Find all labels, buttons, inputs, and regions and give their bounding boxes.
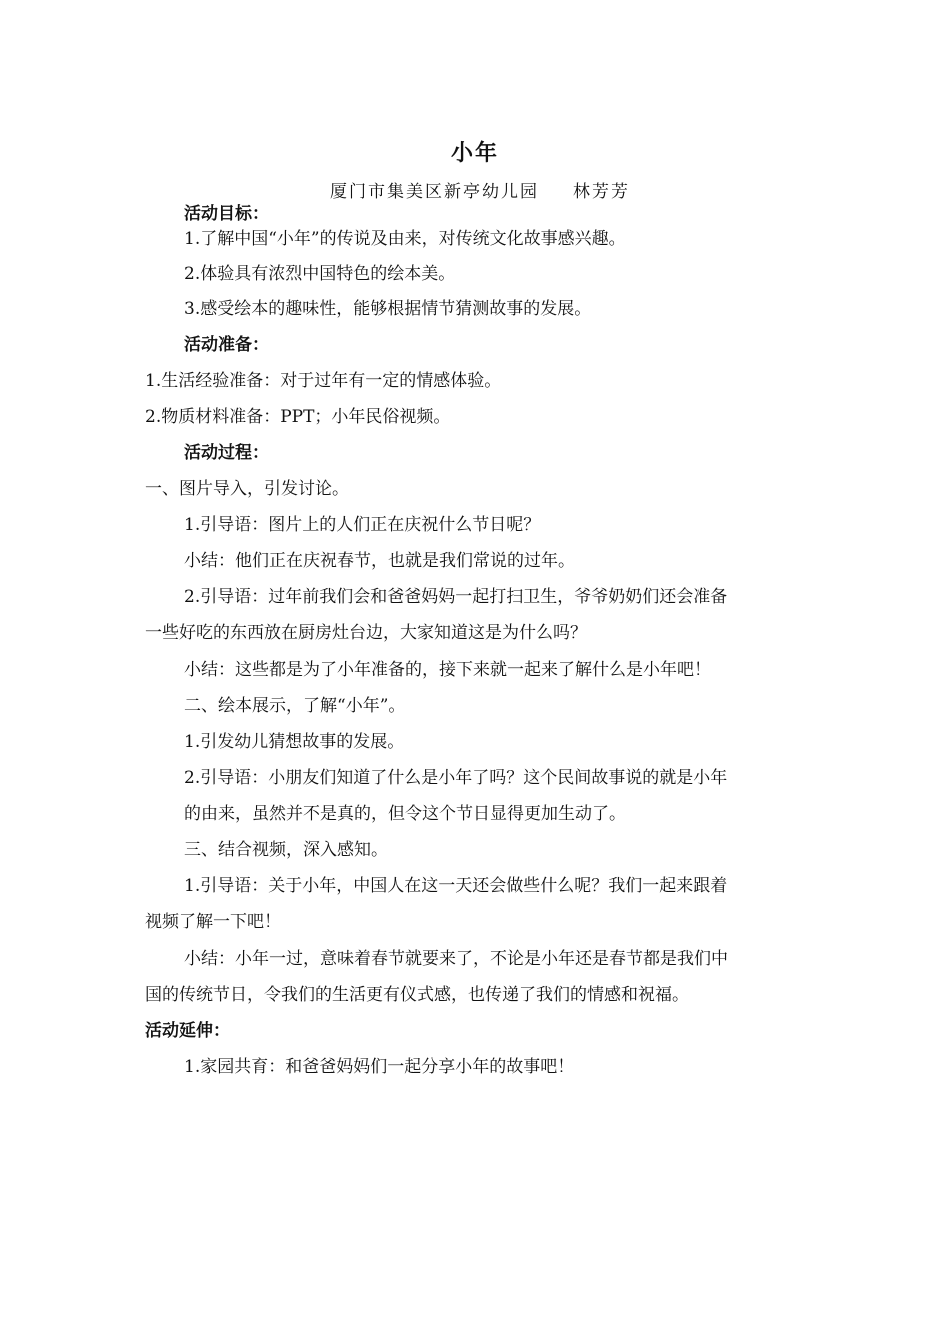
step3-item-1: 1.引导语：关于小年，中国人在这一天还会做些什么呢？我们一起来跟着	[184, 876, 728, 896]
prep-heading: 活动准备：	[184, 335, 269, 355]
extension-heading: 活动延伸：	[145, 1021, 230, 1041]
step2-heading: 二、绘本展示，了解“小年”。	[184, 696, 406, 716]
goal-3: 3.感受绘本的趣味性，能够根据情节猜测故事的发展。	[184, 299, 592, 319]
step3-summary: 小结：小年一过，意味着春节就要来了，不论是小年还是春节都是我们中	[184, 949, 728, 969]
step2-item-2: 2.引导语：小朋友们知道了什么是小年了吗？这个民间故事说的就是小年	[184, 768, 728, 788]
byline	[330, 177, 630, 202]
process-heading: 活动过程：	[184, 443, 269, 463]
step1-summary-1: 小结：他们正在庆祝春节，也就是我们常说的过年。	[184, 551, 575, 571]
step2-item-2-continued: 的由来，虽然并不是真的，但令这个节日显得更加生动了。	[184, 804, 626, 824]
step1-heading: 一、图片导入，引发讨论。	[145, 479, 349, 499]
school-name: 厦门市集美区新亭幼儿园	[330, 182, 539, 202]
goal-1: 1.了解中国“小年”的传说及由来，对传统文化故事感兴趣。	[184, 229, 626, 249]
prep-1: 1.生活经验准备：对于过年有一定的情感体验。	[145, 371, 502, 391]
step3-summary-continued: 国的传统节日，令我们的生活更有仪式感，也传递了我们的情感和祝福。	[145, 985, 689, 1005]
prep-2: 2.物质材料准备：PPT；小年民俗视频。	[145, 407, 451, 427]
author-name: 林芳芳	[573, 182, 630, 202]
step1-question-2: 2.引导语：过年前我们会和爸爸妈妈一起打扫卫生，爷爷奶奶们还会准备	[184, 587, 728, 607]
document-title: 小年	[450, 140, 499, 166]
step3-heading: 三、结合视频，深入感知。	[184, 840, 388, 860]
extension-item-1: 1.家园共育：和爸爸妈妈们一起分享小年的故事吧！	[184, 1057, 575, 1077]
goal-2: 2.体验具有浓烈中国特色的绘本美。	[184, 264, 456, 284]
goals-heading: 活动目标：	[184, 204, 269, 224]
step3-item-1-continued: 视频了解一下吧！	[145, 912, 281, 932]
step1-question-1: 1.引导语：图片上的人们正在庆祝什么节日呢？	[184, 515, 541, 535]
step2-item-1: 1.引发幼儿猜想故事的发展。	[184, 732, 405, 752]
step1-question-2-continued: 一些好吃的东西放在厨房灶台边，大家知道这是为什么吗？	[145, 623, 587, 643]
step1-summary-2: 小结：这些都是为了小年准备的，接下来就一起来了解什么是小年吧！	[184, 660, 711, 680]
